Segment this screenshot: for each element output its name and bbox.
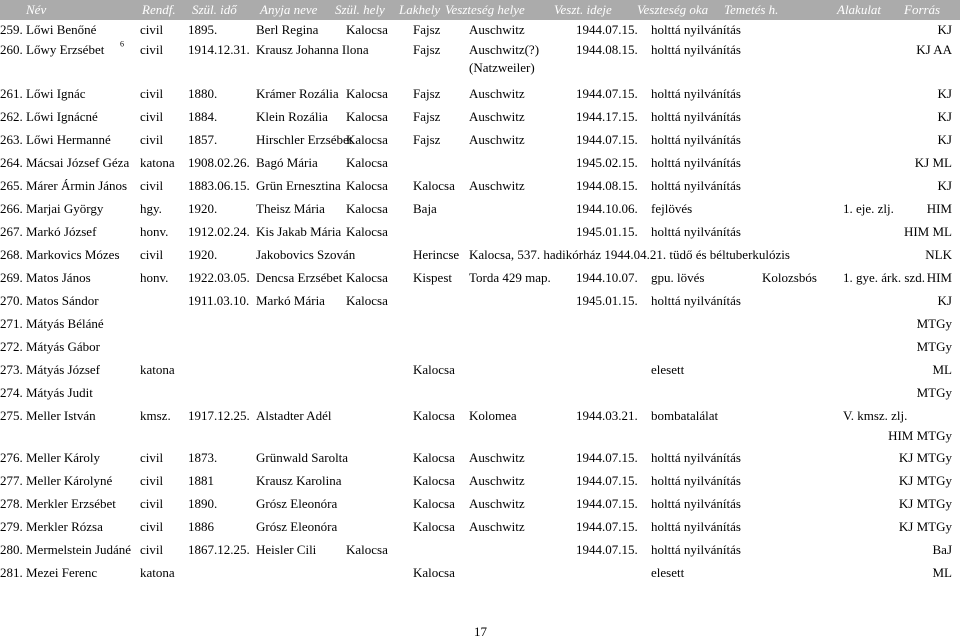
table-row	[0, 408, 960, 443]
entry-mother: Markó Mária	[256, 293, 325, 308]
entry-loss-date: 1945.01.15.	[576, 224, 638, 239]
entry-loss-cause: holttá nyilvánítás	[651, 22, 741, 37]
entry-source: NLK	[925, 247, 952, 262]
page-number: 17	[474, 624, 487, 639]
header-szul-hely: Szül. hely	[335, 2, 385, 17]
entry-name: Mácsai József Géza	[26, 155, 130, 170]
table-row	[0, 385, 960, 405]
header-rendf: Rendf.	[142, 2, 176, 17]
entry-loss-place: Torda 429 map.	[469, 270, 551, 285]
entry-loss-place: Kolomea	[469, 408, 517, 423]
entry-source: ML	[932, 565, 952, 580]
table-row	[0, 86, 960, 106]
entry-number: 267.	[0, 224, 23, 239]
entry-name: Marjai György	[26, 201, 104, 216]
entry-number: 275.	[0, 408, 23, 423]
entry-loss-place: Auschwitz	[469, 132, 525, 147]
entry-name: Meller Károlyné	[26, 473, 113, 488]
table-row	[0, 542, 960, 562]
entry-name: Mátyás Gábor	[26, 339, 101, 354]
entry-birthplace: Kalocsa	[346, 22, 388, 37]
entry-name: Markó József	[26, 224, 97, 239]
entry-loss-place: Auschwitz	[469, 178, 525, 193]
entry-birth-date: 1920.	[188, 247, 218, 262]
entry-loss-date: 1944.08.15.	[576, 178, 638, 193]
entry-rank: katona	[140, 362, 175, 377]
entry-mother: Grün Ernesztina	[256, 178, 341, 193]
entry-rank: civil	[140, 178, 164, 193]
entry-birth-date: 1914.12.31.	[188, 42, 250, 57]
entry-mother: Alstadter Adél	[256, 408, 332, 423]
entry-mother: Klein Rozália	[256, 109, 328, 124]
table-row	[0, 293, 960, 313]
entry-loss-cause: holttá nyilvánítás	[651, 450, 741, 465]
entry-loss-cause: holttá nyilvánítás	[651, 132, 741, 147]
entry-residence: Kalocsa	[413, 408, 455, 423]
entry-name: Merkler Erzsébet	[26, 496, 116, 511]
entry-rank: honv.	[140, 224, 169, 239]
entry-rank: civil	[140, 86, 164, 101]
header-veszteseg-helye: Veszteség helye	[445, 2, 525, 17]
entry-loss-cause: holttá nyilvánítás	[651, 542, 741, 557]
table-row	[0, 270, 960, 290]
table-row	[0, 201, 960, 221]
entry-birthplace: Kalocsa	[346, 109, 388, 124]
entry-birth-date: 1886	[188, 519, 214, 534]
entry-number: 280.	[0, 542, 23, 557]
entry-birthplace: Kalocsa	[346, 132, 388, 147]
entry-name: Mátyás József	[26, 362, 101, 377]
header-veszt-ideje: Veszt. ideje	[554, 2, 612, 17]
entry-source: ML	[932, 362, 952, 377]
entry-birthplace: Kalocsa	[346, 178, 388, 193]
entry-source: KJ	[937, 109, 952, 124]
entry-loss-cause: elesett	[651, 362, 685, 377]
entry-source: BaJ	[932, 542, 952, 557]
table-row	[0, 565, 960, 585]
entry-loss-date: 1944.07.15.	[576, 86, 638, 101]
entry-mother: Jakobovics Szován	[256, 247, 356, 262]
entry-number: 270.	[0, 293, 23, 308]
entry-residence: Fajsz	[413, 109, 441, 124]
entry-loss-date: 1944.10.07.	[576, 270, 638, 285]
entry-source: HIM MTGy	[888, 428, 952, 443]
entry-birth-date: 1917.12.25.	[188, 408, 250, 423]
entry-rank: civil	[140, 42, 164, 57]
entry-residence: Fajsz	[413, 132, 441, 147]
entry-residence: Fajsz	[413, 86, 441, 101]
entry-birthplace: Kalocsa	[346, 293, 388, 308]
entry-birth-date: 1880.	[188, 86, 218, 101]
entry-birth-date: 1920.	[188, 201, 218, 216]
entry-mother: Krámer Rozália	[256, 86, 339, 101]
entry-residence: Kalocsa	[413, 519, 455, 534]
entry-rank: civil	[140, 247, 164, 262]
table-row	[0, 132, 960, 152]
table-row	[0, 39, 960, 75]
entry-loss-cause: fejlövés	[651, 201, 693, 216]
entry-residence: Kalocsa	[413, 496, 455, 511]
entry-mother: Grünwald Sarolta	[256, 450, 349, 465]
entry-residence: Kispest	[413, 270, 452, 285]
header-szul-ido: Szül. idő	[192, 2, 237, 17]
entry-source: KJ MTGy	[898, 496, 952, 511]
entry-source: KJ	[937, 178, 952, 193]
entry-number: 276.	[0, 450, 23, 465]
entry-loss-cause: holttá nyilvánítás	[651, 178, 741, 193]
table-row	[0, 339, 960, 359]
entry-birthplace: Kalocsa	[346, 542, 388, 557]
entry-loss-cause: holttá nyilvánítás	[651, 86, 741, 101]
table-row	[0, 450, 960, 470]
entry-number: 271.	[0, 316, 23, 331]
entry-source: KJ MTGy	[898, 473, 952, 488]
entry-mother: Theisz Mária	[256, 201, 325, 216]
entry-birthplace: Kalocsa	[346, 224, 388, 239]
entry-mother: Grósz Eleonóra	[256, 496, 338, 511]
table-row	[0, 473, 960, 493]
entry-number: 264.	[0, 155, 23, 170]
entry-loss-cause: holttá nyilvánítás	[651, 496, 741, 511]
entry-loss-date: 1944.03.21.	[576, 408, 638, 423]
table-row	[0, 316, 960, 336]
entry-name: Matos János	[26, 270, 91, 285]
entry-residence: Fajsz	[413, 22, 441, 37]
entry-name: Lőwi Benőné	[26, 22, 97, 37]
entry-number: 263.	[0, 132, 23, 147]
entry-mother: Berl Regina	[256, 22, 319, 37]
entry-number: 268.	[0, 247, 23, 262]
entry-loss-cause: holttá nyilvánítás	[651, 519, 741, 534]
entry-loss-place: Auschwitz	[469, 473, 525, 488]
entry-number: 273.	[0, 362, 23, 377]
entry-source: MTGy	[916, 316, 952, 331]
header-lakhely: Lakhely	[399, 2, 441, 17]
entry-loss-place: Auschwitz(?)	[469, 42, 540, 57]
entry-number: 259.	[0, 22, 23, 37]
entry-number: 272.	[0, 339, 23, 354]
entry-residence: Kalocsa	[413, 565, 455, 580]
entry-birth-date: 1857.	[188, 132, 218, 147]
entry-loss-cause: bombatalálat	[651, 408, 719, 423]
table-row	[0, 519, 960, 539]
table-row	[0, 22, 960, 42]
entry-loss-cause: elesett	[651, 565, 685, 580]
entry-name: Mezei Ferenc	[26, 565, 98, 580]
entry-loss-cause: holttá nyilvánítás	[651, 42, 741, 57]
entry-rank: civil	[140, 450, 164, 465]
table-row	[0, 496, 960, 516]
entry-source: KJ	[937, 86, 952, 101]
entry-loss-date: 1944.07.15.	[576, 22, 638, 37]
entry-rank: civil	[140, 542, 164, 557]
entry-number: 269.	[0, 270, 23, 285]
entry-rank: civil	[140, 109, 164, 124]
entry-loss-details: Kalocsa, 537. hadikórház 1944.04.21. tüdő és béltuberkulózis	[469, 247, 790, 262]
entry-loss-cause: gpu. lövés	[651, 270, 705, 285]
table-header	[0, 0, 960, 20]
entry-rank: civil	[140, 473, 164, 488]
entry-loss-place: Auschwitz	[469, 519, 525, 534]
entry-loss-date: 1945.02.15.	[576, 155, 638, 170]
entry-number: 262.	[0, 109, 23, 124]
entry-name: Matos Sándor	[26, 293, 99, 308]
entry-source: KJ	[937, 22, 952, 37]
header-temetes-h: Temetés h.	[724, 2, 779, 17]
entry-rank: hgy.	[140, 201, 162, 216]
entry-name: Mátyás Judit	[26, 385, 93, 400]
entry-birth-date: 1881	[188, 473, 214, 488]
entry-loss-date: 1944.17.15.	[576, 109, 638, 124]
entry-loss-date: 1944.07.15.	[576, 450, 638, 465]
entry-birth-date: 1895.	[188, 22, 218, 37]
entry-number: 277.	[0, 473, 23, 488]
entry-birth-date: 1911.03.10.	[188, 293, 250, 308]
entry-mother: Grósz Eleonóra	[256, 519, 338, 534]
entry-mother: Kis Jakab Mária	[256, 224, 342, 239]
entry-name: Lőwi Hermanné	[26, 132, 111, 147]
entry-residence: Kalocsa	[413, 473, 455, 488]
header-alakulat: Alakulat	[837, 2, 882, 17]
entry-name: Mermelstein Judáné	[26, 542, 132, 557]
table-row	[0, 247, 960, 267]
entry-loss-date: 1944.07.15.	[576, 132, 638, 147]
entry-loss-cause: holttá nyilvánítás	[651, 224, 741, 239]
entry-rank: katona	[140, 565, 175, 580]
entry-number: 265.	[0, 178, 23, 193]
table-row	[0, 109, 960, 129]
entry-loss-place: Auschwitz	[469, 22, 525, 37]
header-forras: Forrás	[904, 2, 941, 17]
entry-name: Merkler Rózsa	[26, 519, 103, 534]
entry-birth-date: 1867.12.25.	[188, 542, 250, 557]
entry-name: Markovics Mózes	[26, 247, 120, 262]
entry-source: MTGy	[916, 339, 952, 354]
entry-source: KJ MTGy	[898, 450, 952, 465]
entry-birthplace: Kalocsa	[346, 201, 388, 216]
entry-loss-date: 1944.07.15.	[576, 519, 638, 534]
entry-number: 281.	[0, 565, 23, 580]
entry-residence: Herincse	[413, 247, 460, 262]
entry-name: Mátyás Béláné	[26, 316, 104, 331]
entry-source: KJ ML	[914, 155, 952, 170]
entry-number: 279.	[0, 519, 23, 534]
footnote-wrap	[120, 40, 124, 56]
entry-rank: civil	[140, 519, 164, 534]
table-row	[0, 155, 960, 175]
entry-residence: Fajsz	[413, 42, 441, 57]
entry-mother: Krausz Karolina	[256, 473, 342, 488]
entry-birth-date: 1908.02.26.	[188, 155, 250, 170]
entry-mother: Krausz Johanna Ilona	[256, 42, 369, 57]
entry-source: KJ	[937, 293, 952, 308]
entry-birth-date: 1912.02.24.	[188, 224, 250, 239]
header-veszteseg-oka: Veszteség oka	[637, 2, 709, 17]
entry-mother: Dencsa Erzsébet	[256, 270, 343, 285]
entry-name: Lőwi Ignácné	[26, 109, 98, 124]
entry-name: Meller Károly	[26, 450, 101, 465]
entry-rank: katona	[140, 155, 175, 170]
entry-birth-date: 1890.	[188, 496, 218, 511]
entry-loss-cause: holttá nyilvánítás	[651, 155, 741, 170]
entry-mother: Hirschler Erzsébet	[256, 132, 353, 147]
entry-source: KJ	[937, 132, 952, 147]
table-row	[0, 224, 960, 244]
entry-birth-date: 1922.03.05.	[188, 270, 250, 285]
entry-loss-date: 1944.10.06.	[576, 201, 638, 216]
entry-source: HIM	[926, 201, 952, 216]
entry-name: Márer Ármin János	[26, 178, 128, 193]
entry-rank: kmsz.	[140, 408, 171, 423]
entry-number: 278.	[0, 496, 23, 511]
header-anyja-neve: Anyja neve	[260, 2, 318, 17]
entry-birthplace: Kalocsa	[346, 270, 388, 285]
entry-birth-date: 1884.	[188, 109, 218, 124]
entry-mother: Bagó Mária	[256, 155, 318, 170]
entry-loss-place: Auschwitz	[469, 86, 525, 101]
entry-loss-place-note: (Natzweiler)	[469, 60, 535, 75]
entry-source: HIM	[926, 270, 952, 285]
entry-loss-cause: holttá nyilvánítás	[651, 109, 741, 124]
entry-name: Lőwi Ignác	[26, 86, 86, 101]
entry-unit: 1. gye. árk. szd.	[843, 270, 925, 285]
entry-residence: Baja	[413, 201, 437, 216]
entry-name: Meller István	[26, 408, 96, 423]
entry-loss-place: Auschwitz	[469, 496, 525, 511]
entry-burial: Kolozsbós	[762, 270, 817, 285]
entry-source: KJ AA	[916, 42, 952, 57]
entry-source: KJ MTGy	[898, 519, 952, 534]
entry-loss-place: Auschwitz	[469, 109, 525, 124]
entry-residence: Kalocsa	[413, 450, 455, 465]
entry-birthplace: Kalocsa	[346, 155, 388, 170]
entry-number: 274.	[0, 385, 23, 400]
entry-source: HIM ML	[903, 224, 952, 239]
entry-loss-date: 1944.07.15.	[576, 496, 638, 511]
entry-number: 260.	[0, 42, 23, 57]
footnote-marker: 6	[120, 39, 124, 49]
entry-loss-cause: holttá nyilvánítás	[651, 293, 741, 308]
table-row	[0, 178, 960, 198]
entry-source: MTGy	[916, 385, 952, 400]
entry-birth-date: 1883.06.15.	[188, 178, 250, 193]
entry-name: Lőwy Erzsébet	[26, 42, 105, 57]
entry-loss-date: 1944.07.15.	[576, 473, 638, 488]
header-nev: Név	[26, 2, 47, 17]
entry-loss-date: 1944.07.15.	[576, 542, 638, 557]
entry-mother: Heisler Cili	[256, 542, 317, 557]
entry-rank: civil	[140, 496, 164, 511]
entry-residence: Kalocsa	[413, 362, 455, 377]
entry-birthplace: Kalocsa	[346, 86, 388, 101]
entry-rank: civil	[140, 22, 164, 37]
entry-loss-date: 1944.08.15.	[576, 42, 638, 57]
entry-loss-cause: holttá nyilvánítás	[651, 473, 741, 488]
entry-number: 261.	[0, 86, 23, 101]
entry-loss-date: 1945.01.15.	[576, 293, 638, 308]
entry-number: 266.	[0, 201, 23, 216]
entry-rank: honv.	[140, 270, 169, 285]
entry-residence: Kalocsa	[413, 178, 455, 193]
entry-unit: V. kmsz. zlj.	[843, 408, 908, 423]
entry-rank: civil	[140, 132, 164, 147]
entry-loss-place: Auschwitz	[469, 450, 525, 465]
entry-unit: 1. eje. zlj.	[843, 201, 894, 216]
entry-birth-date: 1873.	[188, 450, 218, 465]
table-row	[0, 362, 960, 382]
